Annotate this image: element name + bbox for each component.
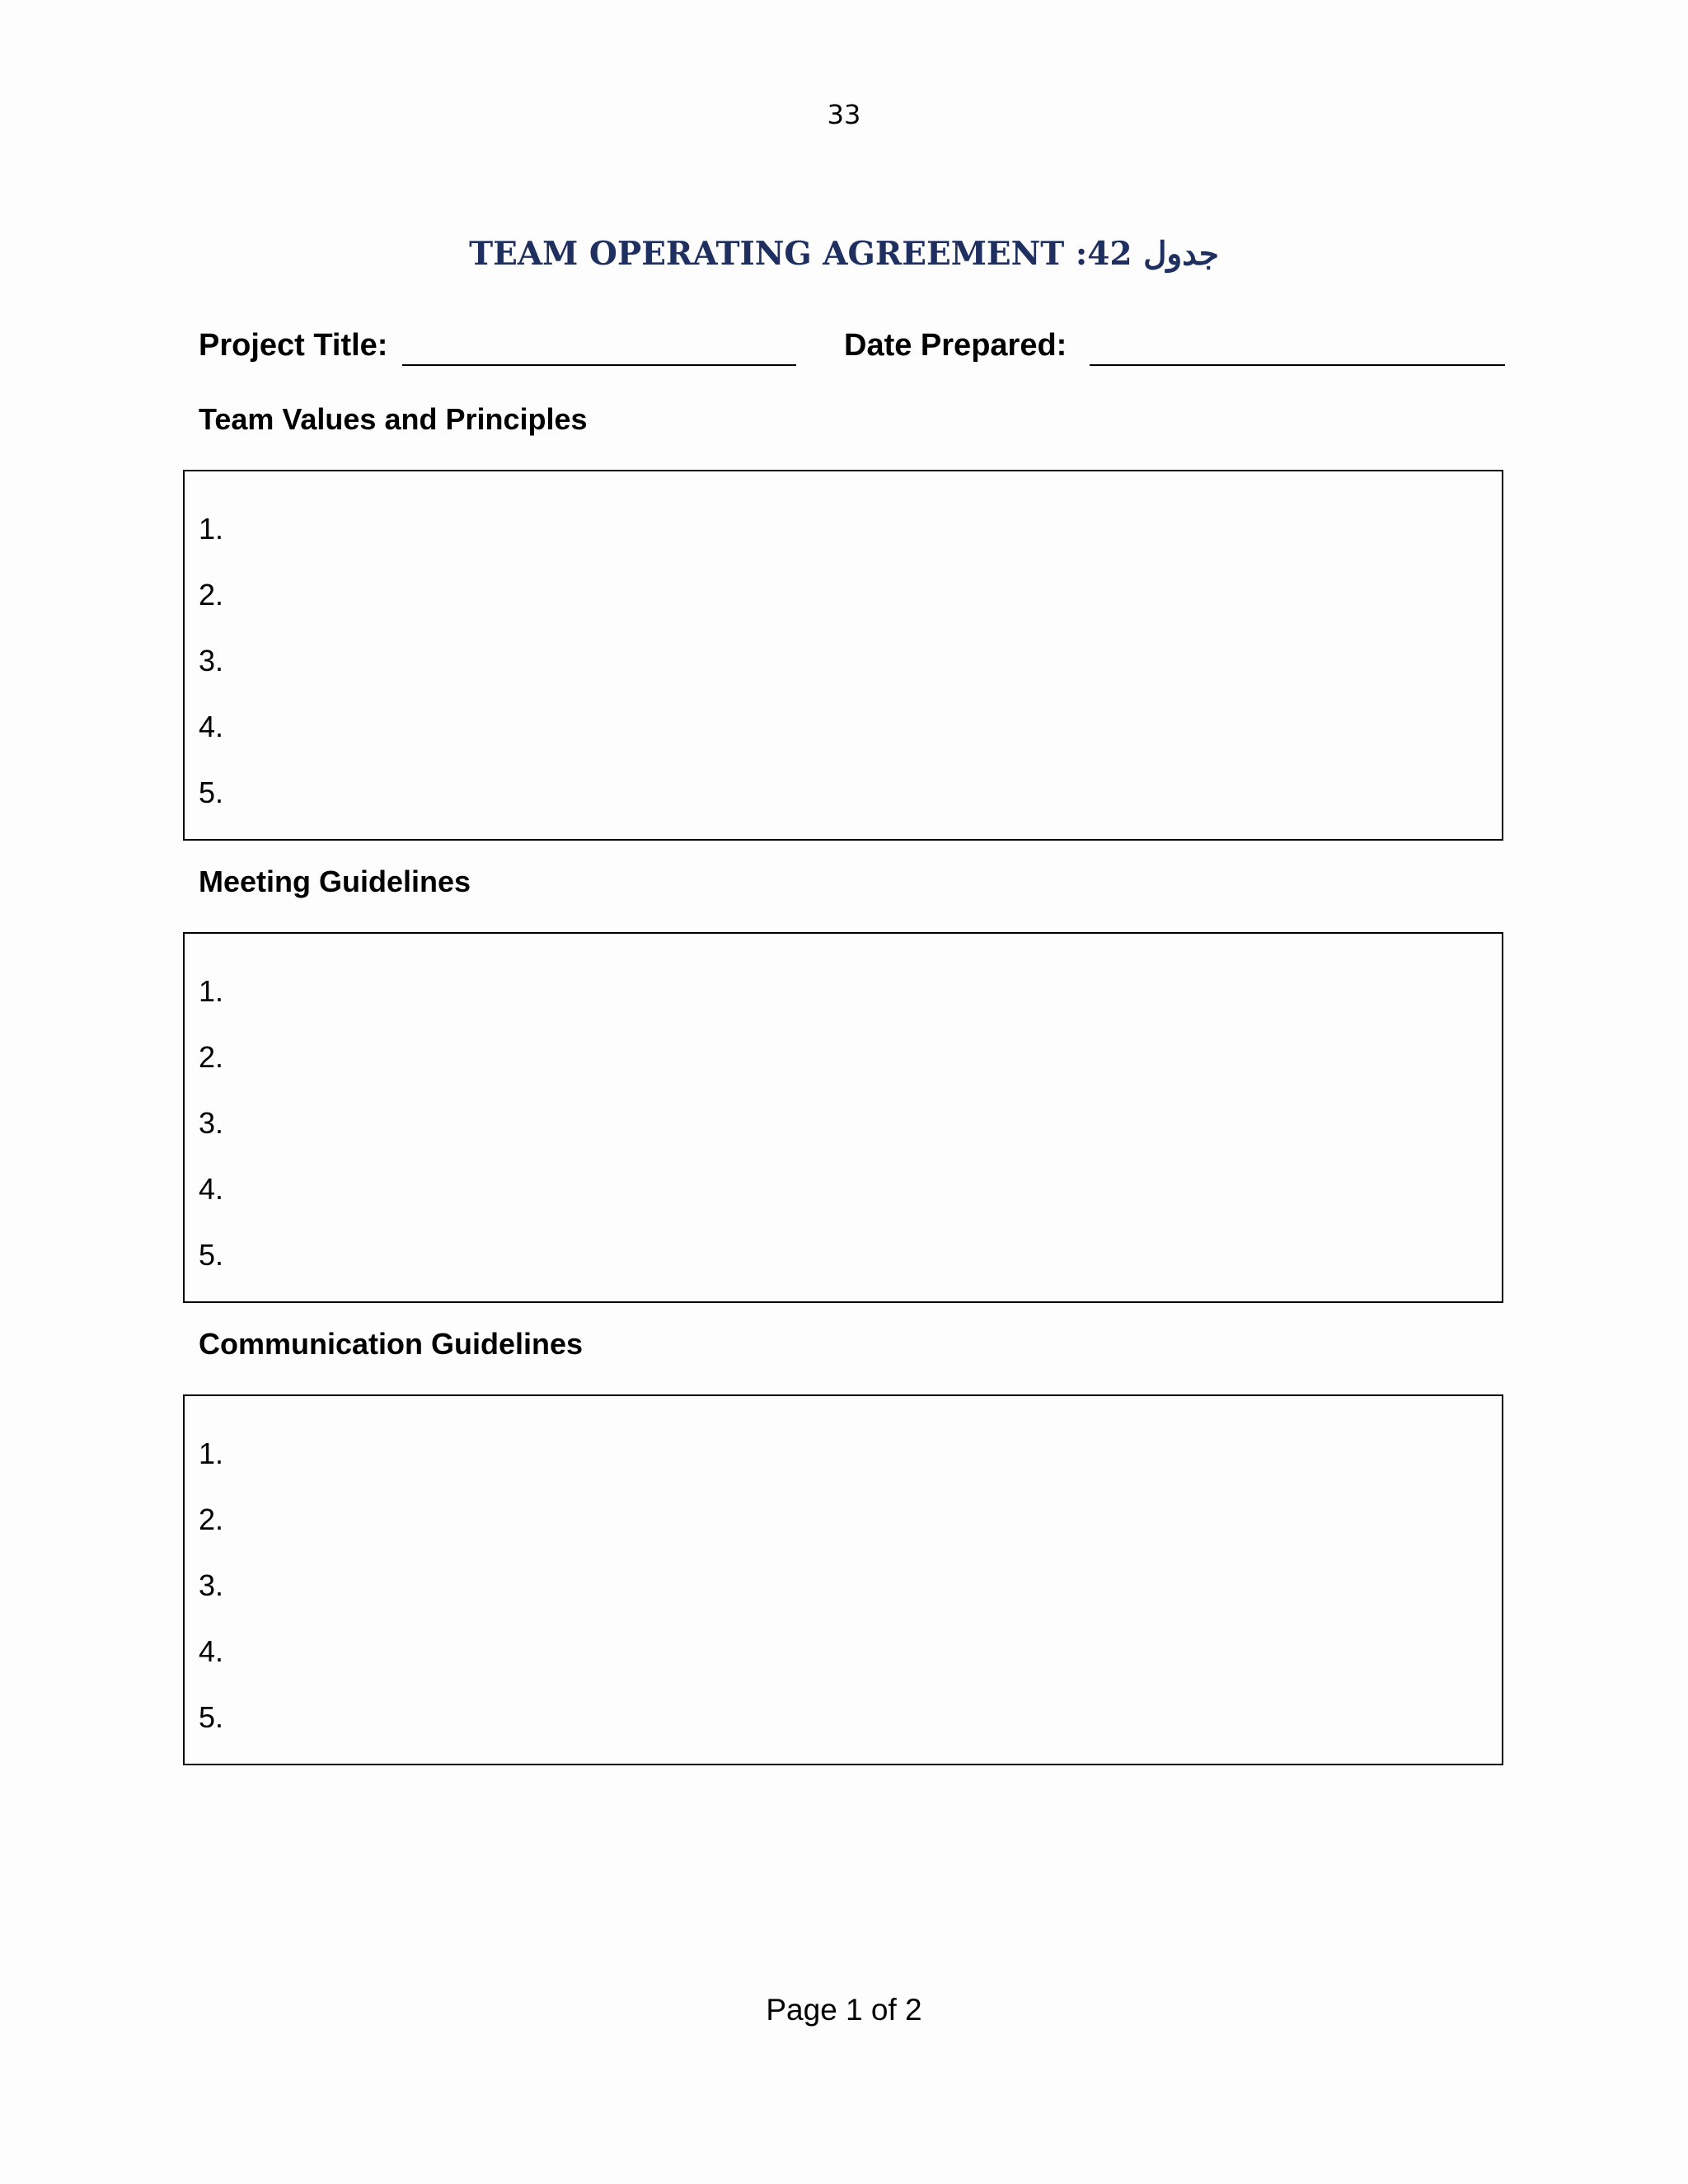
meeting-guidelines-box[interactable] [183, 932, 1503, 1303]
list-item: 4. [199, 1172, 224, 1206]
project-title-label: Project Title: [199, 328, 388, 363]
list-item: 3. [199, 1106, 224, 1140]
list-item: 4. [199, 1634, 224, 1668]
section-heading-communication-guidelines: Communication Guidelines [199, 1327, 584, 1361]
list-item: 4. [199, 710, 224, 743]
list-item: 3. [199, 644, 224, 677]
communication-guidelines-box[interactable] [183, 1394, 1503, 1765]
date-prepared-field[interactable] [1090, 364, 1505, 366]
list-item: 3. [199, 1568, 224, 1602]
document-title: TEAM OPERATING AGREEMENT :42 جدول [469, 235, 1219, 273]
date-prepared-label: Date Prepared: [844, 328, 1067, 363]
list-item: 2. [199, 578, 224, 612]
section-heading-meeting-guidelines: Meeting Guidelines [199, 865, 471, 898]
list-item: 1. [199, 1436, 224, 1470]
list-item: 2. [199, 1502, 224, 1536]
team-values-box[interactable] [183, 470, 1503, 841]
page-number: 33 [827, 99, 861, 130]
list-item: 1. [199, 974, 224, 1008]
list-item: 1. [199, 512, 224, 546]
list-item: 5. [199, 1700, 224, 1734]
list-item: 2. [199, 1040, 224, 1074]
project-title-field[interactable] [402, 364, 796, 366]
page-footer: Page 1 of 2 [766, 1993, 922, 2027]
list-item: 5. [199, 776, 224, 809]
section-heading-team-values: Team Values and Principles [199, 402, 588, 436]
list-item: 5. [199, 1238, 224, 1272]
